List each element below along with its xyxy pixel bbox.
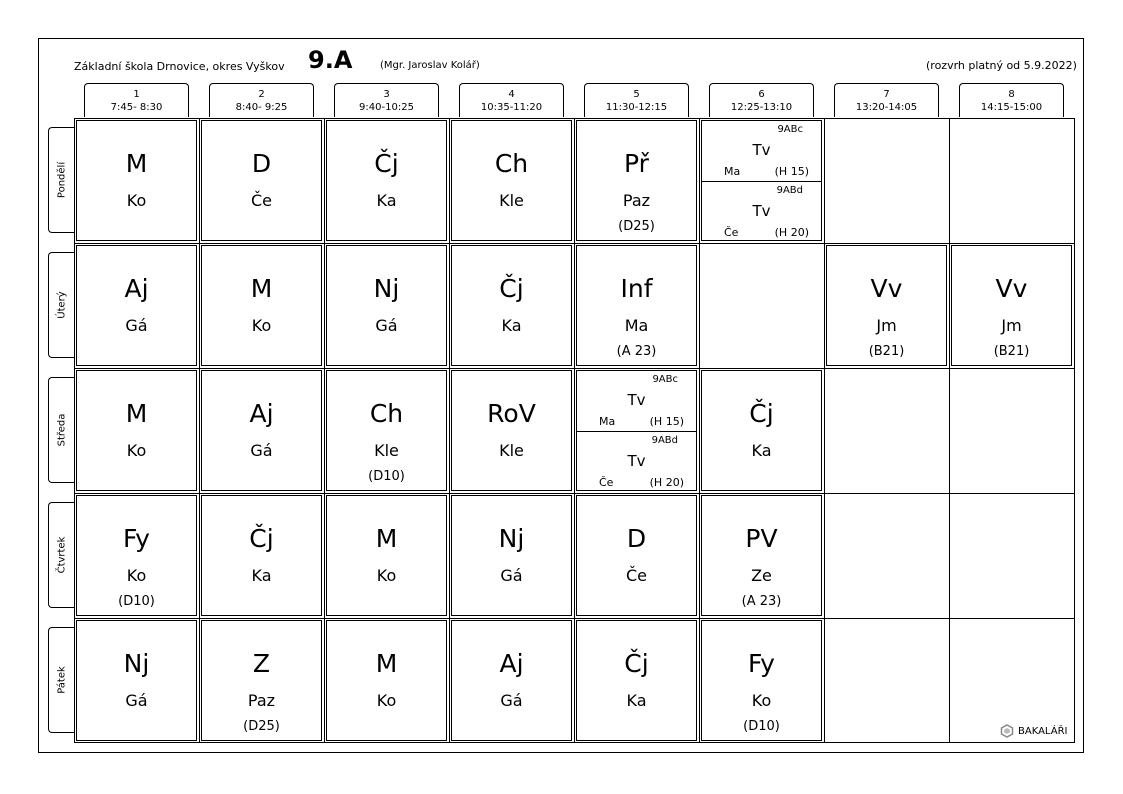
lesson-teacher: Ko bbox=[126, 191, 147, 210]
period-number: 5 bbox=[633, 89, 640, 100]
lesson-room: (D10) bbox=[118, 594, 155, 609]
lesson-room: (B21) bbox=[993, 344, 1030, 359]
lesson-teacher: Gá bbox=[375, 316, 398, 335]
lesson-room: (B21) bbox=[868, 344, 905, 359]
group-room: (H 20) bbox=[649, 476, 684, 489]
lesson-subject: D bbox=[251, 149, 272, 178]
lesson-teacher: Gá bbox=[125, 316, 148, 335]
lesson-subject: M bbox=[375, 649, 398, 678]
group-name: 9ABd bbox=[651, 435, 678, 446]
period-header bbox=[584, 83, 689, 117]
group-teacher: Ma bbox=[599, 415, 616, 428]
period-number: 2 bbox=[258, 89, 265, 100]
lesson-subject: Čj bbox=[249, 524, 274, 553]
day-label: Čtvrtek bbox=[56, 536, 67, 574]
class-teacher: (Mgr. Jaroslav Kolář) bbox=[380, 60, 480, 71]
lesson-cell bbox=[76, 245, 197, 366]
lesson-subject: Čj bbox=[374, 149, 399, 178]
lesson-cell bbox=[76, 120, 197, 241]
grid-row-line bbox=[74, 368, 1075, 369]
lesson-cell bbox=[326, 370, 447, 491]
lesson-teacher: Gá bbox=[250, 441, 273, 460]
lesson-subject: Aj bbox=[499, 649, 524, 678]
group-teacher: Če bbox=[724, 226, 739, 239]
bakalari-logo-icon bbox=[1000, 724, 1014, 738]
lesson-teacher: Ka bbox=[751, 441, 772, 460]
group-lesson bbox=[702, 182, 821, 242]
day-label-tab bbox=[48, 502, 74, 608]
lesson-subject: Vv bbox=[870, 274, 903, 303]
lesson-subject: M bbox=[125, 399, 148, 428]
lesson-cell bbox=[201, 245, 322, 366]
group-name: 9ABc bbox=[652, 374, 678, 385]
period-header bbox=[834, 83, 939, 117]
lesson-cell bbox=[451, 620, 572, 741]
period-time: 14:15-15:00 bbox=[980, 102, 1043, 113]
lesson-teacher: Ko bbox=[126, 441, 147, 460]
validity-note: (rozvrh platný od 5.9.2022) bbox=[926, 59, 1077, 72]
lesson-subject: Aj bbox=[124, 274, 149, 303]
lesson-teacher: Če bbox=[250, 191, 272, 210]
group-subject: Tv bbox=[752, 202, 771, 220]
group-name: 9ABc bbox=[777, 124, 803, 135]
lesson-teacher: Ze bbox=[751, 566, 772, 585]
lesson-cell bbox=[201, 370, 322, 491]
lesson-teacher: Ma bbox=[624, 316, 649, 335]
lesson-cell bbox=[576, 620, 697, 741]
day-label-tab bbox=[48, 377, 74, 483]
period-header bbox=[459, 83, 564, 117]
lesson-subject: M bbox=[125, 149, 148, 178]
lesson-subject: D bbox=[626, 524, 647, 553]
group-teacher: Ma bbox=[724, 165, 741, 178]
lesson-room: (A 23) bbox=[616, 344, 657, 359]
period-number: 6 bbox=[758, 89, 765, 100]
lesson-teacher: Če bbox=[625, 566, 647, 585]
lesson-teacher: Ka bbox=[626, 691, 647, 710]
day-label: Pondělí bbox=[56, 161, 67, 199]
group-name: 9ABd bbox=[776, 185, 803, 196]
lesson-subject: Z bbox=[252, 649, 271, 678]
lesson-cell bbox=[701, 370, 822, 491]
period-number: 4 bbox=[508, 89, 515, 100]
grid-column-line bbox=[449, 118, 450, 743]
lesson-cell bbox=[326, 620, 447, 741]
lesson-teacher: Paz bbox=[622, 191, 651, 210]
lesson-cell bbox=[701, 495, 822, 616]
period-time: 10:35-11:20 bbox=[480, 102, 543, 113]
day-label: Úterý bbox=[56, 291, 67, 319]
grid-column-line bbox=[699, 118, 700, 743]
class-name: 9.A bbox=[308, 46, 353, 74]
lesson-teacher: Paz bbox=[247, 691, 276, 710]
lesson-cell bbox=[451, 120, 572, 241]
lesson-cell bbox=[701, 620, 822, 741]
lesson-subject: Čj bbox=[499, 274, 524, 303]
period-time: 12:25-13:10 bbox=[730, 102, 793, 113]
lesson-teacher: Kle bbox=[499, 441, 524, 460]
lesson-subject: Vv bbox=[995, 274, 1028, 303]
period-header bbox=[709, 83, 814, 117]
lesson-cell bbox=[201, 120, 322, 241]
lesson-subject: Nj bbox=[373, 274, 400, 303]
bakalari-logo-text: BAKALÁŘI bbox=[1018, 725, 1068, 737]
grid-row-line bbox=[74, 493, 1075, 494]
period-header bbox=[334, 83, 439, 117]
lesson-cell bbox=[576, 120, 697, 241]
grid-column-line bbox=[949, 118, 950, 743]
lesson-subject: Př bbox=[624, 149, 649, 178]
lesson-subject: Fy bbox=[123, 524, 150, 553]
lesson-room: (D25) bbox=[243, 719, 280, 734]
group-lesson bbox=[702, 121, 821, 182]
split-lesson-cell bbox=[576, 370, 697, 491]
period-header bbox=[959, 83, 1064, 117]
period-time: 8:40- 9:25 bbox=[235, 102, 288, 113]
period-header bbox=[209, 83, 314, 117]
grid-column-line bbox=[199, 118, 200, 743]
lesson-cell bbox=[76, 620, 197, 741]
period-number: 3 bbox=[383, 89, 390, 100]
lesson-room: (D10) bbox=[368, 469, 405, 484]
lesson-subject: M bbox=[375, 524, 398, 553]
day-label-tab bbox=[48, 627, 74, 733]
lesson-teacher: Gá bbox=[500, 691, 523, 710]
group-room: (H 20) bbox=[774, 226, 809, 239]
lesson-cell bbox=[576, 245, 697, 366]
grid-column-line bbox=[324, 118, 325, 743]
lesson-subject: RoV bbox=[487, 399, 536, 428]
period-number: 8 bbox=[1008, 89, 1015, 100]
lesson-subject: Ch bbox=[494, 149, 529, 178]
period-number: 1 bbox=[133, 89, 140, 100]
lesson-cell bbox=[951, 245, 1072, 366]
lesson-teacher: Gá bbox=[500, 566, 523, 585]
school-name: Základní škola Drnovice, okres Vyškov bbox=[74, 60, 285, 73]
lesson-room: (A 23) bbox=[741, 594, 782, 609]
lesson-cell bbox=[76, 370, 197, 491]
lesson-cell bbox=[326, 120, 447, 241]
lesson-teacher: Jm bbox=[876, 316, 897, 335]
lesson-cell bbox=[576, 495, 697, 616]
lesson-subject: Ch bbox=[369, 399, 404, 428]
period-time: 11:30-12:15 bbox=[605, 102, 668, 113]
lesson-teacher: Ko bbox=[376, 566, 397, 585]
group-lesson bbox=[577, 432, 696, 492]
lesson-subject: Aj bbox=[249, 399, 274, 428]
lesson-room: (D10) bbox=[743, 719, 780, 734]
group-subject: Tv bbox=[627, 452, 646, 470]
grid-column-line bbox=[574, 118, 575, 743]
period-time: 7:45- 8:30 bbox=[110, 102, 163, 113]
day-label-tab bbox=[48, 252, 74, 358]
period-time: 13:20-14:05 bbox=[855, 102, 918, 113]
lesson-subject: PV bbox=[745, 524, 778, 553]
lesson-teacher: Ka bbox=[251, 566, 272, 585]
lesson-subject: Inf bbox=[620, 274, 653, 303]
lesson-teacher: Kle bbox=[499, 191, 524, 210]
lesson-subject: Fy bbox=[748, 649, 775, 678]
grid-row-line bbox=[74, 243, 1075, 244]
period-number: 7 bbox=[883, 89, 890, 100]
bakalari-logo bbox=[1000, 724, 1067, 738]
group-room: (H 15) bbox=[774, 165, 809, 178]
lesson-cell bbox=[76, 495, 197, 616]
lesson-room: (D25) bbox=[618, 219, 655, 234]
group-subject: Tv bbox=[752, 141, 771, 159]
lesson-cell bbox=[326, 495, 447, 616]
group-teacher: Če bbox=[599, 476, 614, 489]
lesson-teacher: Ka bbox=[501, 316, 522, 335]
lesson-subject: Nj bbox=[123, 649, 150, 678]
group-room: (H 15) bbox=[649, 415, 684, 428]
lesson-teacher: Gá bbox=[125, 691, 148, 710]
grid-column-line bbox=[824, 118, 825, 743]
lesson-cell bbox=[201, 495, 322, 616]
lesson-cell bbox=[451, 370, 572, 491]
lesson-cell bbox=[326, 245, 447, 366]
day-label: Pátek bbox=[56, 666, 67, 694]
lesson-cell bbox=[451, 245, 572, 366]
lesson-teacher: Kle bbox=[374, 441, 399, 460]
group-lesson bbox=[577, 371, 696, 432]
period-time: 9:40-10:25 bbox=[359, 102, 414, 113]
lesson-teacher: Ka bbox=[376, 191, 397, 210]
lesson-teacher: Ko bbox=[751, 691, 772, 710]
lesson-teacher: Jm bbox=[1001, 316, 1022, 335]
lesson-subject: Čj bbox=[749, 399, 774, 428]
grid-row-line bbox=[74, 618, 1075, 619]
day-label-tab bbox=[48, 127, 74, 233]
lesson-cell bbox=[451, 495, 572, 616]
lesson-teacher: Ko bbox=[126, 566, 147, 585]
lesson-cell bbox=[201, 620, 322, 741]
lesson-teacher: Ko bbox=[251, 316, 272, 335]
day-label: Středa bbox=[56, 413, 67, 447]
lesson-subject: Nj bbox=[498, 524, 525, 553]
lesson-teacher: Ko bbox=[376, 691, 397, 710]
lesson-subject: M bbox=[250, 274, 273, 303]
split-lesson-cell bbox=[701, 120, 822, 241]
period-header bbox=[84, 83, 189, 117]
lesson-cell bbox=[826, 245, 947, 366]
group-subject: Tv bbox=[627, 391, 646, 409]
lesson-subject: Čj bbox=[624, 649, 649, 678]
